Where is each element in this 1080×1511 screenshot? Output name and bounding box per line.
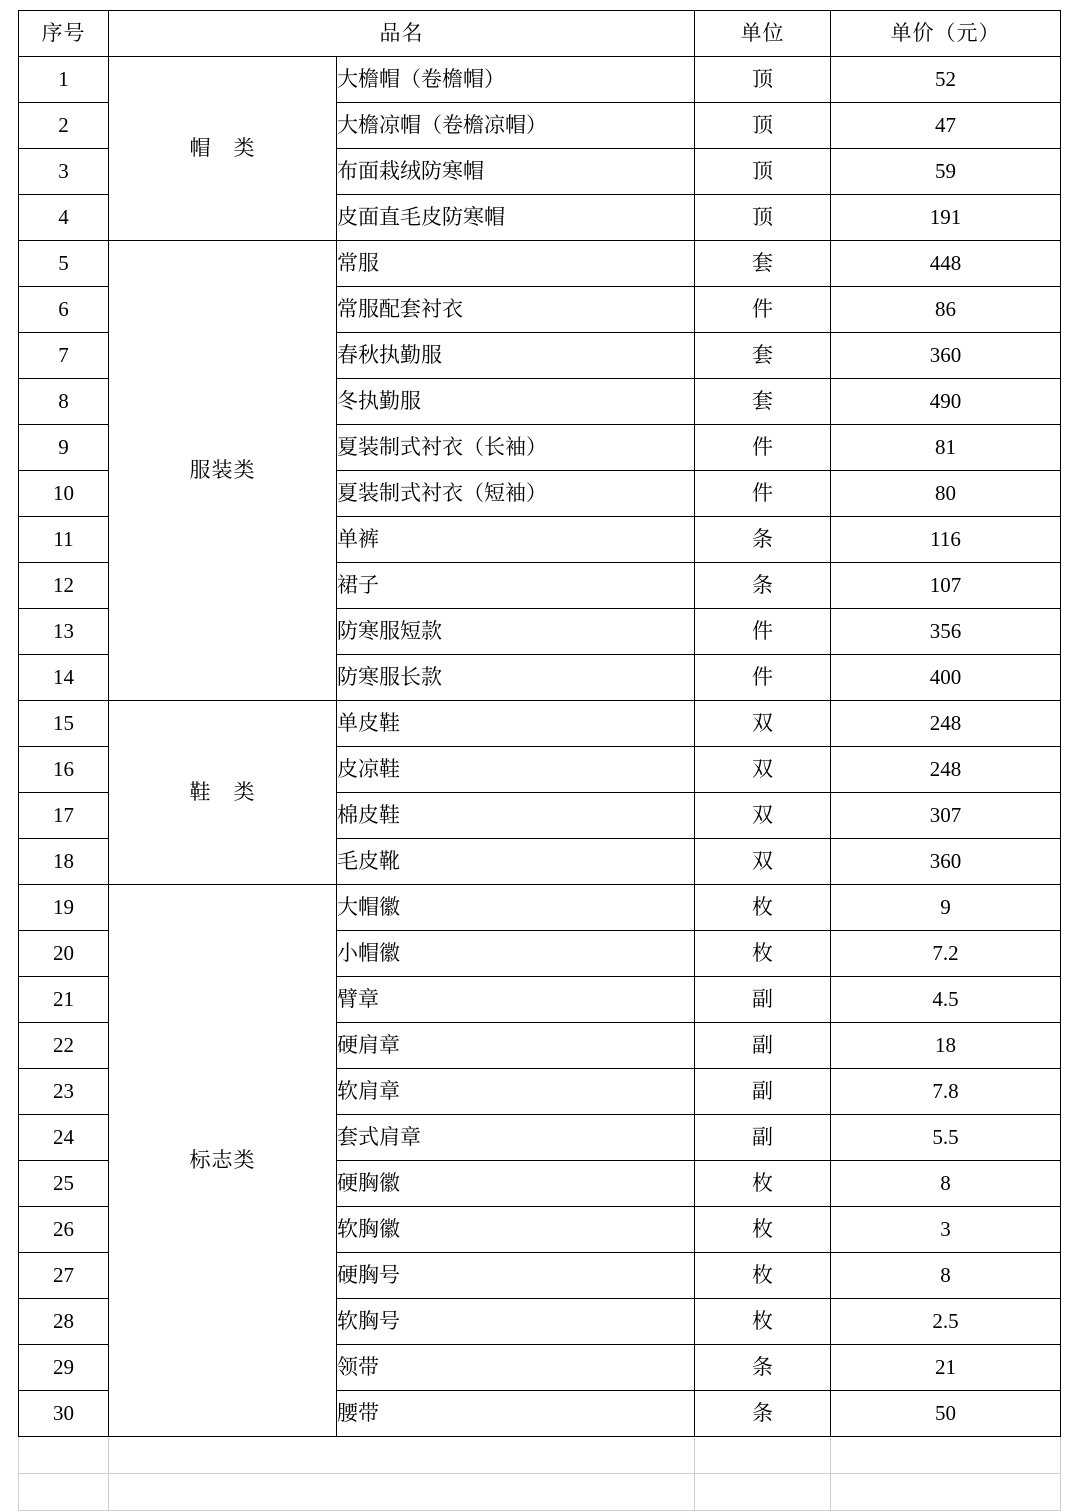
cell-unit: 件 [695,609,831,655]
cell-product-name: 软胸号 [337,1299,695,1345]
empty-cell [695,1474,831,1511]
table-body [19,57,1061,1437]
cell-unit: 枚 [695,885,831,931]
cell-price: 8 [831,1161,1061,1207]
cell-index: 4 [19,195,109,241]
cell-unit: 双 [695,701,831,747]
empty-trailing-rows [18,1437,1061,1511]
cell-index: 27 [19,1253,109,1299]
cell-product-name: 布面栽绒防寒帽 [337,149,695,195]
cell-index: 5 [19,241,109,287]
column-header-name: 品名 [109,11,695,57]
cell-price: 307 [831,793,1061,839]
cell-unit: 枚 [695,1253,831,1299]
cell-unit: 副 [695,1023,831,1069]
empty-cell [19,1437,109,1474]
cell-price: 5.5 [831,1115,1061,1161]
cell-price: 2.5 [831,1299,1061,1345]
cell-index: 26 [19,1207,109,1253]
price-table-sheet [0,10,1080,1497]
cell-index: 18 [19,839,109,885]
cell-price: 4.5 [831,977,1061,1023]
cell-price: 116 [831,517,1061,563]
cell-unit: 副 [695,1069,831,1115]
cell-price: 490 [831,379,1061,425]
cell-product-name: 防寒服短款 [337,609,695,655]
cell-product-name: 硬肩章 [337,1023,695,1069]
cell-product-name: 皮面直毛皮防寒帽 [337,195,695,241]
empty-cell [831,1437,1061,1474]
cell-price: 52 [831,57,1061,103]
empty-cell [19,1474,109,1511]
cell-product-name: 大帽徽 [337,885,695,931]
table-row [19,885,1061,931]
table-row [19,241,1061,287]
cell-price: 59 [831,149,1061,195]
cell-product-name: 小帽徽 [337,931,695,977]
empty-row [19,1437,1061,1474]
cell-product-name: 软胸徽 [337,1207,695,1253]
cell-unit: 件 [695,287,831,333]
cell-unit: 副 [695,977,831,1023]
cell-unit: 套 [695,333,831,379]
cell-product-name: 大檐帽（卷檐帽） [337,57,695,103]
cell-product-name: 皮凉鞋 [337,747,695,793]
cell-category: 服装类 [109,241,337,701]
cell-category: 帽 类 [109,57,337,241]
table-row [19,701,1061,747]
cell-product-name: 防寒服长款 [337,655,695,701]
cell-index: 29 [19,1345,109,1391]
cell-index: 16 [19,747,109,793]
cell-index: 2 [19,103,109,149]
cell-price: 9 [831,885,1061,931]
cell-index: 14 [19,655,109,701]
table-header [19,11,1061,57]
cell-index: 11 [19,517,109,563]
cell-index: 1 [19,57,109,103]
cell-unit: 枚 [695,1299,831,1345]
cell-product-name: 软肩章 [337,1069,695,1115]
cell-price: 47 [831,103,1061,149]
empty-cell [109,1474,695,1511]
cell-product-name: 硬胸徽 [337,1161,695,1207]
cell-unit: 件 [695,655,831,701]
cell-unit: 双 [695,793,831,839]
cell-price: 356 [831,609,1061,655]
empty-cell [695,1437,831,1474]
cell-unit: 顶 [695,195,831,241]
cell-unit: 条 [695,1345,831,1391]
cell-product-name: 棉皮鞋 [337,793,695,839]
cell-product-name: 冬执勤服 [337,379,695,425]
cell-unit: 枚 [695,1161,831,1207]
cell-index: 9 [19,425,109,471]
cell-price: 7.8 [831,1069,1061,1115]
cell-price: 3 [831,1207,1061,1253]
cell-product-name: 裙子 [337,563,695,609]
column-header-price: 单价（元） [831,11,1061,57]
cell-product-name: 臂章 [337,977,695,1023]
cell-index: 20 [19,931,109,977]
uniform-price-table [18,10,1061,1437]
column-header-unit: 单位 [695,11,831,57]
cell-index: 13 [19,609,109,655]
cell-price: 448 [831,241,1061,287]
cell-price: 81 [831,425,1061,471]
cell-unit: 顶 [695,103,831,149]
cell-price: 80 [831,471,1061,517]
cell-category: 标志类 [109,885,337,1437]
cell-index: 12 [19,563,109,609]
cell-index: 19 [19,885,109,931]
cell-index: 21 [19,977,109,1023]
cell-unit: 件 [695,425,831,471]
cell-price: 21 [831,1345,1061,1391]
cell-index: 25 [19,1161,109,1207]
cell-index: 7 [19,333,109,379]
cell-product-name: 夏装制式衬衣（短袖） [337,471,695,517]
cell-index: 10 [19,471,109,517]
cell-product-name: 单裤 [337,517,695,563]
cell-product-name: 毛皮靴 [337,839,695,885]
cell-price: 7.2 [831,931,1061,977]
cell-unit: 双 [695,839,831,885]
cell-product-name: 大檐凉帽（卷檐凉帽） [337,103,695,149]
cell-product-name: 夏装制式衬衣（长袖） [337,425,695,471]
cell-unit: 枚 [695,1207,831,1253]
cell-product-name: 单皮鞋 [337,701,695,747]
cell-index: 22 [19,1023,109,1069]
cell-index: 28 [19,1299,109,1345]
cell-price: 8 [831,1253,1061,1299]
cell-price: 86 [831,287,1061,333]
cell-index: 3 [19,149,109,195]
cell-index: 17 [19,793,109,839]
cell-index: 23 [19,1069,109,1115]
cell-price: 191 [831,195,1061,241]
cell-price: 360 [831,839,1061,885]
cell-product-name: 腰带 [337,1391,695,1437]
cell-unit: 条 [695,1391,831,1437]
cell-price: 400 [831,655,1061,701]
cell-unit: 顶 [695,57,831,103]
cell-unit: 顶 [695,149,831,195]
empty-cell [831,1474,1061,1511]
cell-price: 248 [831,747,1061,793]
cell-product-name: 硬胸号 [337,1253,695,1299]
cell-price: 360 [831,333,1061,379]
cell-unit: 条 [695,563,831,609]
cell-product-name: 套式肩章 [337,1115,695,1161]
cell-index: 30 [19,1391,109,1437]
cell-index: 6 [19,287,109,333]
column-header-index: 序号 [19,11,109,57]
table-row [19,57,1061,103]
cell-price: 248 [831,701,1061,747]
cell-index: 15 [19,701,109,747]
cell-unit: 条 [695,517,831,563]
cell-index: 24 [19,1115,109,1161]
cell-index: 8 [19,379,109,425]
cell-product-name: 春秋执勤服 [337,333,695,379]
cell-price: 50 [831,1391,1061,1437]
cell-unit: 双 [695,747,831,793]
cell-product-name: 常服配套衬衣 [337,287,695,333]
cell-price: 107 [831,563,1061,609]
header-row [19,11,1061,57]
cell-unit: 套 [695,379,831,425]
cell-price: 18 [831,1023,1061,1069]
empty-row [19,1474,1061,1511]
cell-category: 鞋 类 [109,701,337,885]
cell-unit: 件 [695,471,831,517]
cell-unit: 枚 [695,931,831,977]
cell-product-name: 常服 [337,241,695,287]
empty-cell [109,1437,695,1474]
cell-unit: 套 [695,241,831,287]
cell-unit: 副 [695,1115,831,1161]
cell-product-name: 领带 [337,1345,695,1391]
